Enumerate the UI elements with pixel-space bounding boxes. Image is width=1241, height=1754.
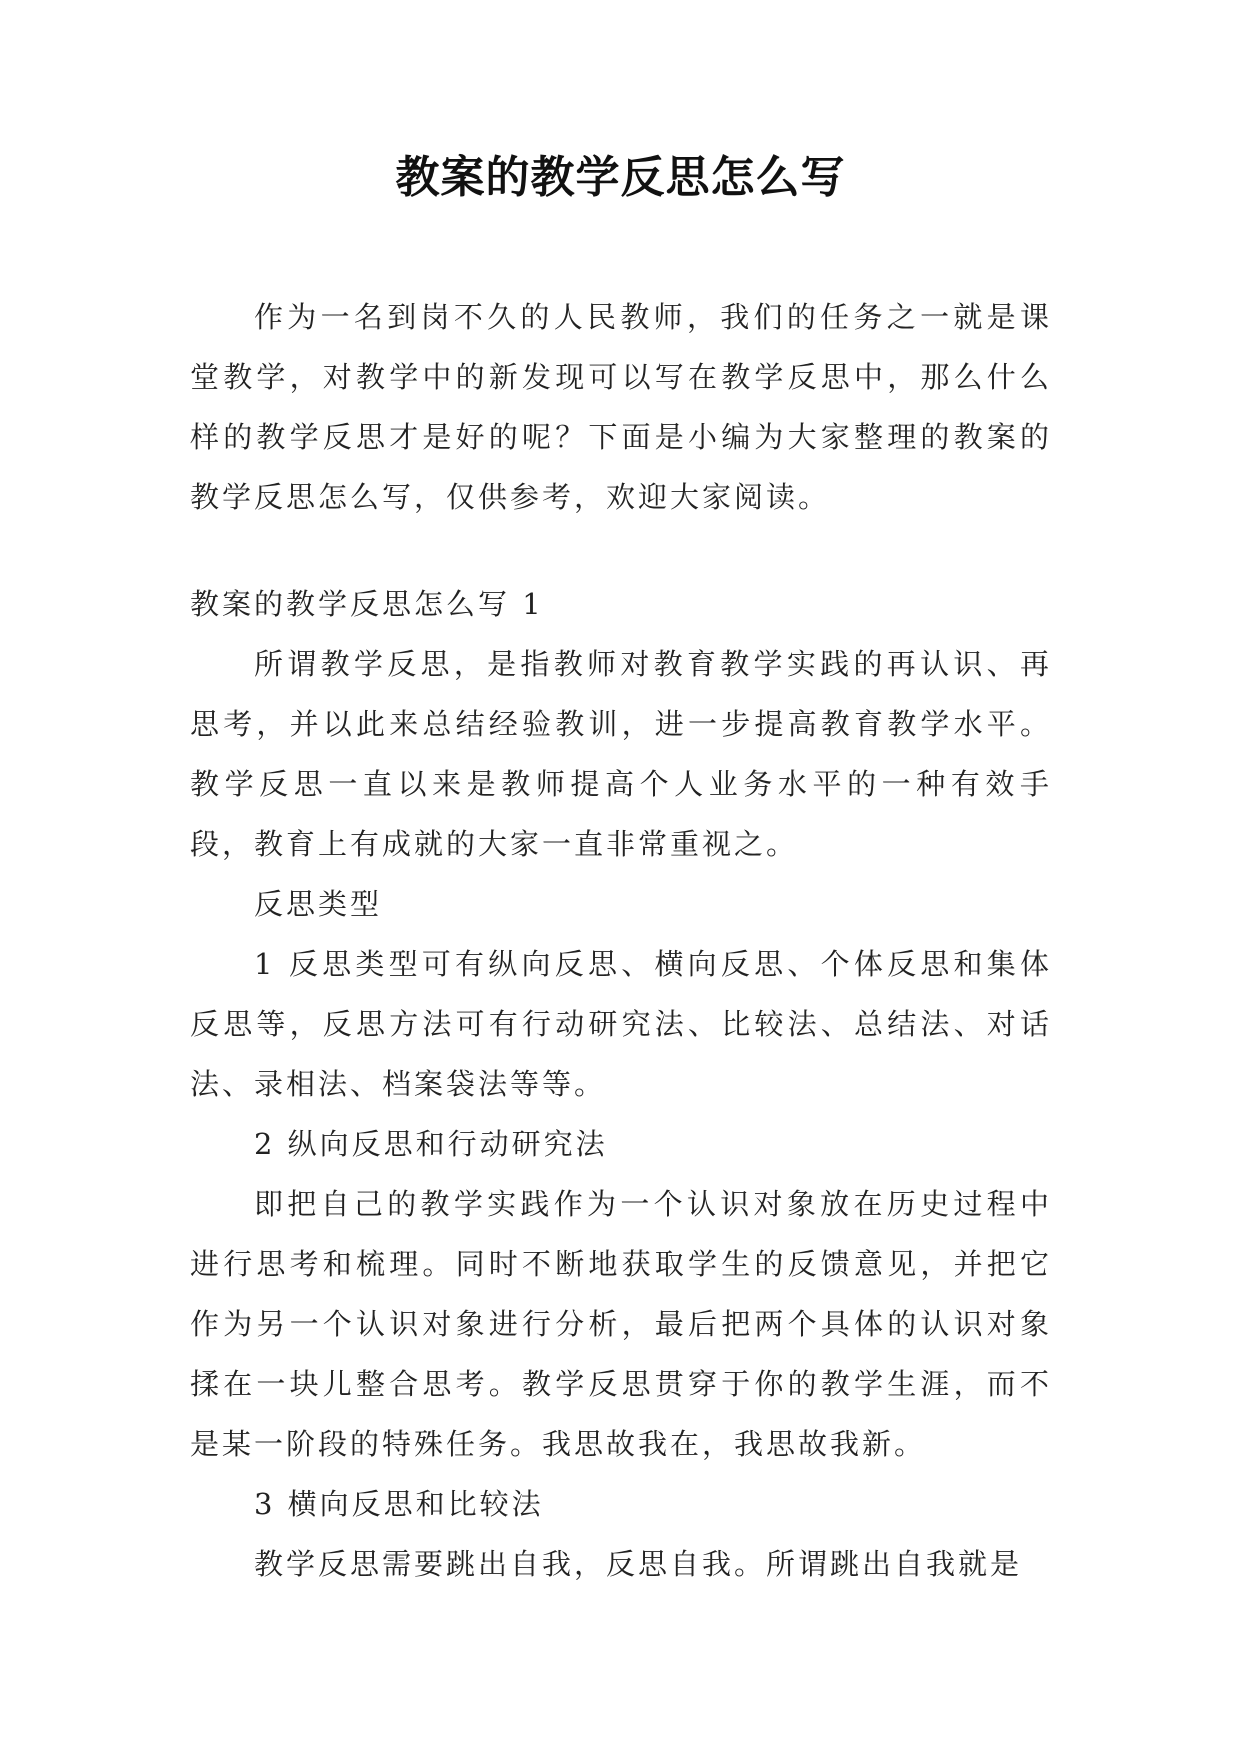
document-title: 教案的教学反思怎么写 (395, 152, 846, 203)
intro-paragraph: 作为一名到岗不久的人民教师，我们的任务之一就是课堂教学，对教学中的新发现可以写在教学反思中，那么什么样的教学反思才是好的呢？下面是小编为大家整理的教案的教学反思怎么写，仅供参考，欢迎大家阅读。 (190, 300, 1052, 514)
section-heading: 教案的教学反思怎么写 1 (190, 587, 544, 621)
paragraph-definition: 所谓教学反思，是指教师对教育教学实践的再认识、再思考，并以此来总结经验教训，进一步提高教育教学水平。教学反思一直以来是教师提高个人业务水平的一种有效手段，教育上有成就的大家一直非常重视之。 (190, 647, 1052, 861)
intro-block (190, 287, 1052, 527)
paragraph-types-list: 1 反思类型可有纵向反思、横向反思、个体反思和集体反思等，反思方法可有行动研究法、比较法、总结法、对话法、录相法、档案袋法等等。 (190, 947, 1052, 1101)
subheading-vertical-reflection: 2 纵向反思和行动研究法 (254, 1127, 608, 1161)
paragraph-vertical-reflection: 即把自己的教学实践作为一个认识对象放在历史过程中进行思考和梳理。同时不断地获取学生的反馈意见，并把它作为另一个认识对象进行分析，最后把两个具体的认识对象揉在一块儿整合思考。教学反思贯穿于你的教学生涯，而不是某一阶段的特殊任务。我思故我在，我思故我新。 (190, 1187, 1052, 1461)
content-block (190, 574, 1052, 1594)
subheading-horizontal-reflection: 3 横向反思和比较法 (254, 1487, 544, 1521)
paragraph-horizontal-reflection: 教学反思需要跳出自我，反思自我。所谓跳出自我就是 (254, 1547, 1023, 1581)
subheading-reflection-types: 反思类型 (254, 887, 383, 921)
